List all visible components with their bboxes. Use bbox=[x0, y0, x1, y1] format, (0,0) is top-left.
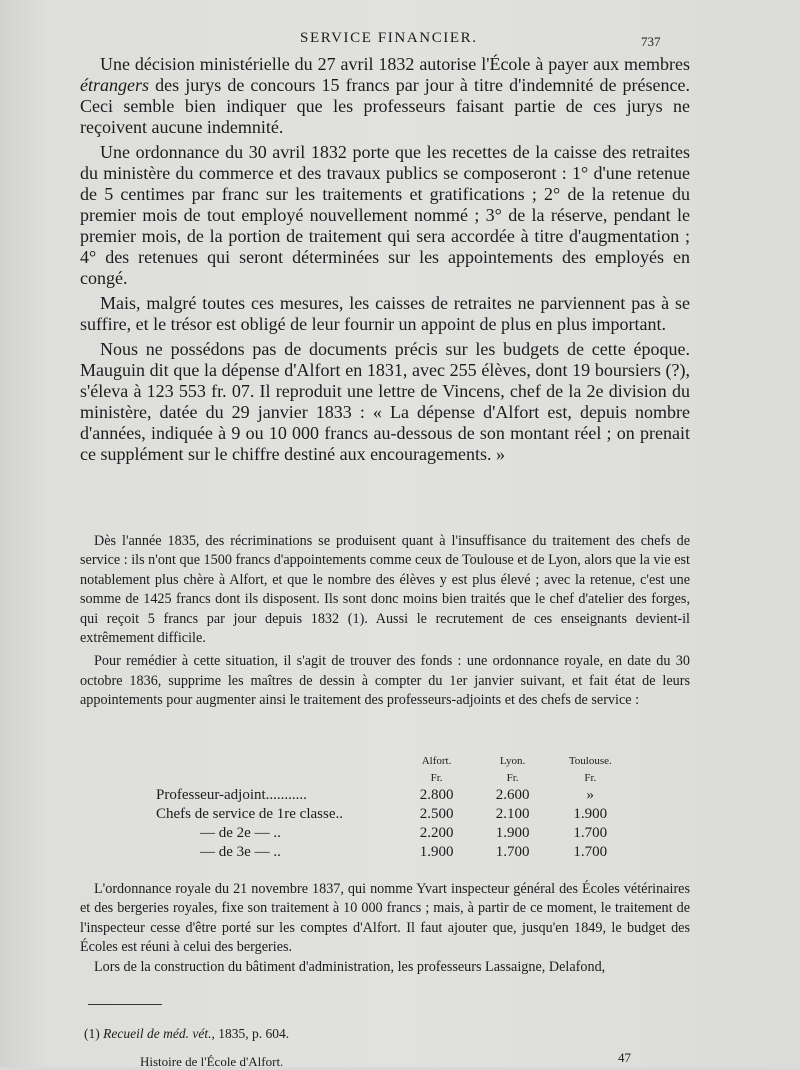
paragraph: Pour remédier à cette situation, il s'agit de trouver des fonds : une ordonnance royale, en date du 30 octobre 1836, supprime les maîtres de dessin à compter du 1er janvier suivant, et fait état de leurs appointements pour augmenter ainsi le traitement des professeurs-adjoints et des chefs de service : bbox=[80, 653, 690, 709]
column-header-toulouse: Toulouse. bbox=[568, 754, 612, 767]
table-row bbox=[150, 843, 630, 862]
footnote-marker: (1) bbox=[84, 1026, 100, 1041]
table-cell: 1.900 bbox=[419, 844, 454, 860]
footnote-reference: , 1835, p. 604. bbox=[211, 1026, 290, 1041]
paragraph: L'ordonnance royale du 21 novembre 1837, qui nomme Yvart inspecteur général des Écoles vétérinaires et des bergeries royales, fixe son traitement à 10 000 francs ; mais, à partir de ce moment, le traitement de l'inspecteur cesse d'être porté sur les comptes d'Alfort. Il faut ajouter que, jusqu'en 1849, le budget des Écoles est réuni à celui des bergeries. bbox=[80, 881, 690, 956]
row-label: — de 3e — .. bbox=[200, 844, 281, 860]
table-cell: 1.700 bbox=[573, 844, 608, 860]
unit-label: Fr. bbox=[506, 771, 519, 784]
table-row bbox=[150, 786, 630, 805]
table-cell: 1.700 bbox=[573, 825, 608, 841]
table-cell: 2.100 bbox=[495, 806, 530, 822]
footnote bbox=[84, 1026, 289, 1042]
paragraph: Nous ne possédons pas de documents précis sur les budgets de cette époque. Mauguin dit que la dépense d'Alfort en 1831, avec 255 élèves, dont 19 boursiers (?), s'éleva à 123 553 fr. 07. Il reproduit une lettre de Vincens, chef de la 2e division du ministère, datée du 29 janvier 1833 : « La dépense d'Alfort est, depuis nombre d'années, indiquée à 9 ou 10 000 francs au-dessous de son montant réel ; on prenait ce supplément sur le chiffre destiné aux encouragements. » bbox=[80, 339, 690, 464]
table-row bbox=[150, 824, 630, 843]
table-cell: 2.800 bbox=[419, 787, 454, 803]
row-label: Professeur-adjoint........... bbox=[156, 787, 307, 803]
page-header bbox=[0, 30, 800, 54]
table-corner bbox=[150, 752, 399, 769]
table-cell: 2.200 bbox=[419, 825, 454, 841]
table-cell: » bbox=[586, 787, 595, 803]
unit-label: Fr. bbox=[430, 771, 443, 784]
table-cell: 1.900 bbox=[573, 806, 608, 822]
paragraph: Une ordonnance du 30 avril 1832 porte que les recettes de la caisse des retraites du ministère du commerce et des travaux publics se composeront : 1° d'une retenue de 5 centimes par franc sur les traitements et gratifications ; 2° de la retenue du premier mois de tout employé nouvellement nommé ; 3° de la réserve, pendant le premier mois, de la portion de traitement qui sera accordée à titre d'augmentation ; 4° des retenues qui seront déterminées sur les appointements des employés en congé. bbox=[80, 142, 690, 288]
footnote-source: Recueil de méd. vét. bbox=[103, 1026, 212, 1041]
table-corner bbox=[150, 769, 399, 786]
row-label: Chefs de service de 1re classe.. bbox=[156, 806, 344, 822]
salary-table bbox=[150, 752, 650, 862]
table-cell: 1.700 bbox=[495, 844, 530, 860]
column-header-lyon: Lyon. bbox=[499, 754, 526, 767]
main-text bbox=[80, 54, 690, 469]
after-table-text bbox=[80, 880, 690, 977]
unit-label: Fr. bbox=[584, 771, 597, 784]
running-title: SERVICE FINANCIER. bbox=[300, 30, 478, 46]
table-cell: 2.500 bbox=[419, 806, 454, 822]
paragraph: Une décision ministérielle du 27 avril 1832 autorise l'École à payer aux membres étrangers des jurys de concours 15 francs par jour à titre d'indemnité de présence. Ceci semble bien indiquer que les professeurs faisant partie de ces jurys ne reçoivent aucune indemnité. bbox=[80, 54, 690, 137]
paragraph: Lors de la construction du bâtiment d'administration, les professeurs Lassaigne, Delafond, bbox=[94, 958, 606, 975]
table-row bbox=[150, 805, 630, 824]
emphasis: étrangers bbox=[80, 75, 149, 95]
paragraph: Dès l'année 1835, des récriminations se produisent quant à l'insuffisance du traitement des chefs de service : ils n'ont que 1500 francs d'appointements comme ceux de Toulouse et de Lyon, alors que la vie est notablement plus chère à Alfort, et que le nombre des élèves y est plus élevé ; avec la retenue, c'est une somme de 1425 francs dont ils disposent. Ils sont donc moins bien traités que le chef d'atelier des forges, qui reçoit 5 francs par jour depuis 1832 (1). Aussi le recrutement de ces enseignants devient-il extrêmement difficile. bbox=[80, 533, 690, 647]
table-cell: 2.600 bbox=[495, 787, 530, 803]
small-print-text bbox=[80, 532, 690, 715]
table-cell: 1.900 bbox=[495, 825, 530, 841]
row-label: — de 2e — .. bbox=[200, 825, 281, 841]
paragraph: Mais, malgré toutes ces mesures, les caisses de retraites ne parviennent pas à se suffire, et le trésor est obligé de leur fournir un appoint de plus en plus important. bbox=[80, 293, 690, 334]
footnote-divider bbox=[88, 1004, 162, 1005]
footer-signature-number: 47 bbox=[618, 1050, 631, 1065]
page-number: 737 bbox=[641, 34, 661, 49]
column-header-alfort: Alfort. bbox=[421, 754, 452, 767]
footer-book-title: Histoire de l'École d'Alfort. bbox=[140, 1054, 284, 1069]
